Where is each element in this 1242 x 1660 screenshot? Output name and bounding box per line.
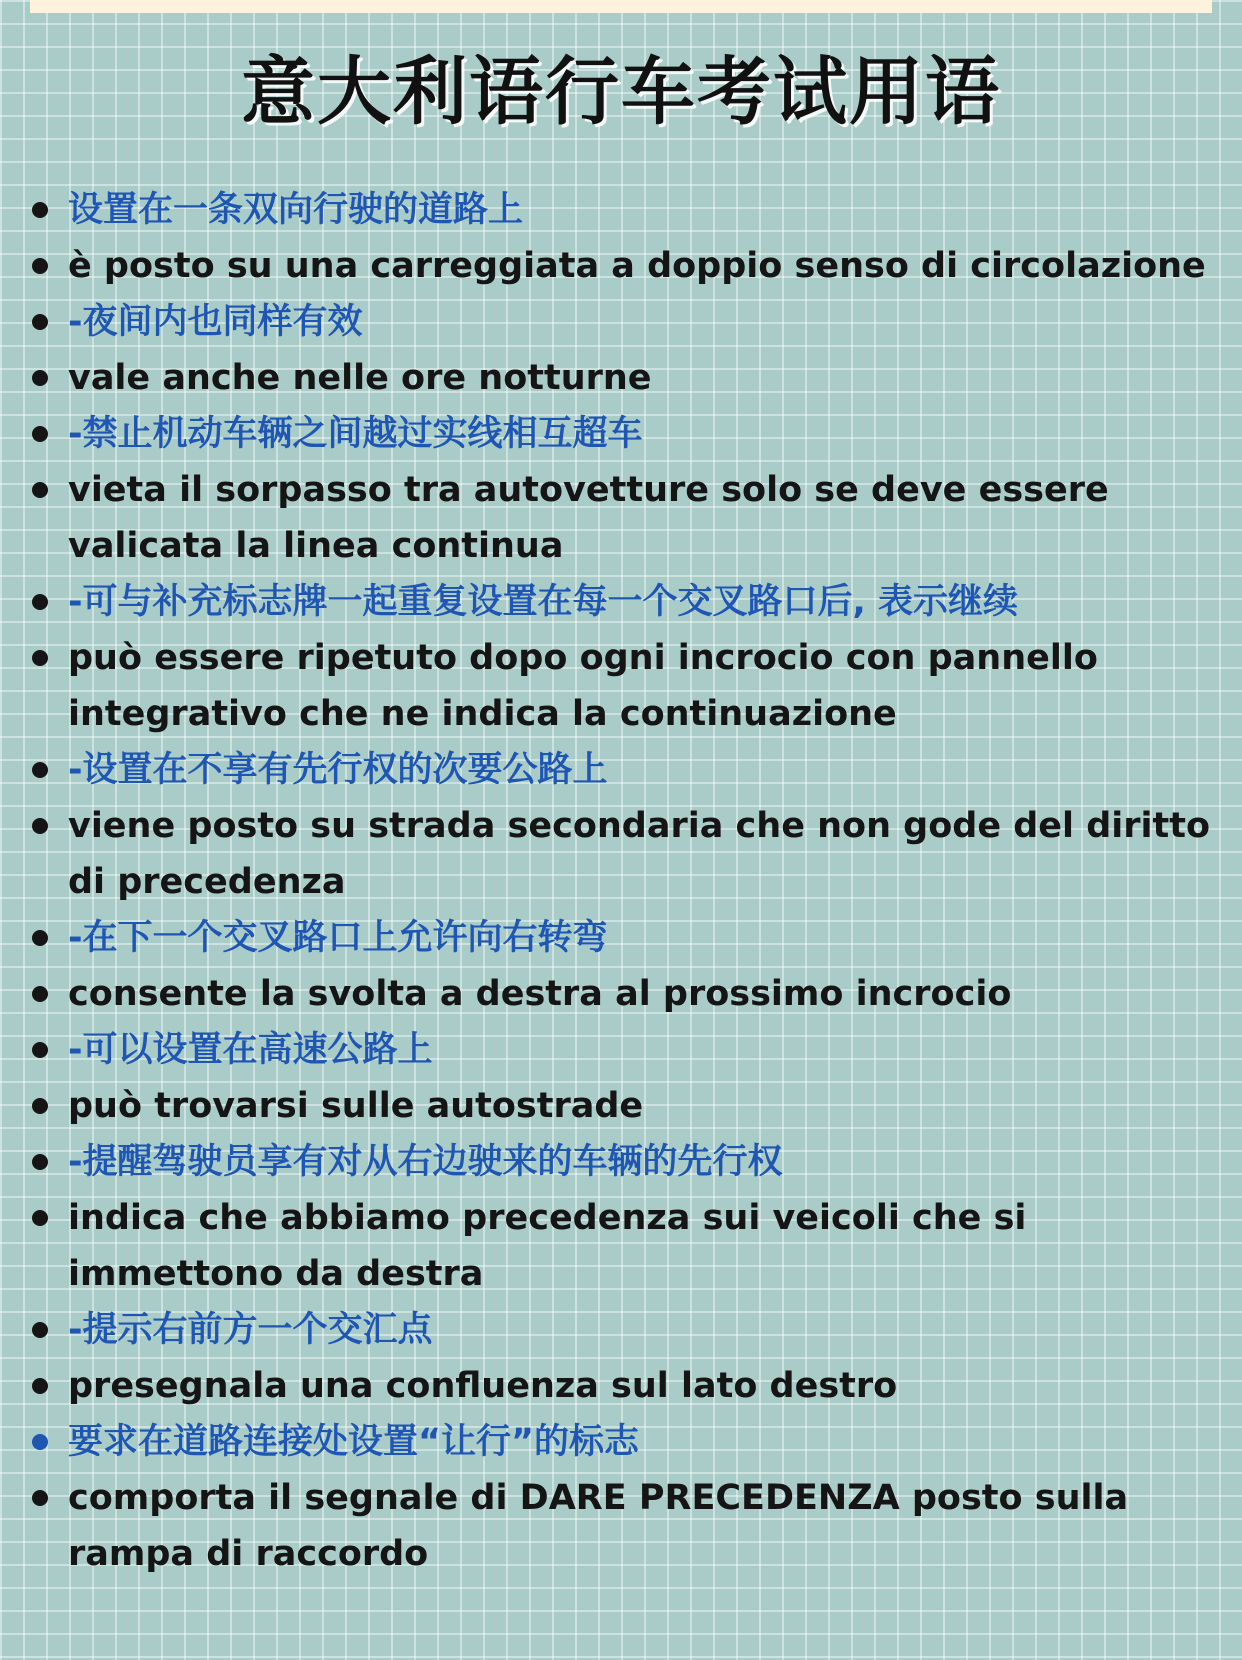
- bullet-icon: [32, 1098, 48, 1114]
- bullet-icon: [32, 594, 48, 610]
- bullet-icon: [32, 482, 48, 498]
- term-chinese: [0, 742, 1242, 798]
- term-text-line: valicata la linea continua: [68, 526, 564, 566]
- term-text-line: 要求在道路连接处设置“让行”的标志: [68, 1422, 640, 1462]
- bullet-icon: [32, 426, 48, 442]
- term-italian: [0, 1358, 1242, 1414]
- bullet-icon: [32, 314, 48, 330]
- term-italian: [0, 1190, 1242, 1302]
- term-chinese: [0, 1134, 1242, 1190]
- bullet-icon: [32, 930, 48, 946]
- term-chinese: [0, 1302, 1242, 1358]
- term-chinese: [0, 294, 1242, 350]
- term-text-line: comporta il segnale di DARE PRECEDENZA posto sulla: [68, 1478, 1129, 1518]
- term-italian: [0, 350, 1242, 406]
- term-italian: [0, 798, 1242, 910]
- term-italian: [0, 966, 1242, 1022]
- bullet-icon: [32, 370, 48, 386]
- top-strip: [30, 0, 1212, 13]
- term-text-line: viene posto su strada secondaria che non gode del diritto: [68, 806, 1211, 846]
- bullet-icon: [32, 1490, 48, 1506]
- bullet-icon: [32, 202, 48, 218]
- term-text-line: presegnala una confluenza sul lato destro: [68, 1366, 898, 1406]
- bullet-icon: [32, 986, 48, 1002]
- term-chinese: [0, 406, 1242, 462]
- bullet-icon: [32, 1042, 48, 1058]
- term-italian: [0, 630, 1242, 742]
- term-italian: [0, 462, 1242, 574]
- term-text-line: integrativo che ne indica la continuazione: [68, 694, 897, 734]
- bullet-icon: [32, 1322, 48, 1338]
- bullet-icon: [32, 818, 48, 834]
- term-text-line: consente la svolta a destra al prossimo incrocio: [68, 974, 1012, 1014]
- term-text-line: vale anche nelle ore notturne: [68, 358, 652, 398]
- bullet-icon: [32, 258, 48, 274]
- term-text-line: rampa di raccordo: [68, 1534, 429, 1574]
- term-chinese: [0, 1414, 1242, 1470]
- term-italian: [0, 1470, 1242, 1582]
- term-text-line: è posto su una carreggiata a doppio senso di circolazione: [68, 246, 1206, 286]
- term-text-line: può trovarsi sulle autostrade: [68, 1086, 644, 1126]
- bullet-icon: [32, 1154, 48, 1170]
- term-text-line: -在下一个交叉路口上允许向右转弯: [68, 918, 608, 958]
- term-italian: [0, 1078, 1242, 1134]
- term-list: [0, 182, 1242, 1582]
- term-chinese: [0, 574, 1242, 630]
- bullet-icon: [32, 762, 48, 778]
- term-text-line: -提示右前方一个交汇点: [68, 1310, 433, 1350]
- bullet-icon: [32, 650, 48, 666]
- term-text-line: -可与补充标志牌一起重复设置在每一个交叉路口后, 表示继续: [68, 582, 1019, 622]
- term-text-line: indica che abbiamo precedenza sui veicoli che si: [68, 1198, 1027, 1238]
- term-text-line: vieta il sorpasso tra autovetture solo se deve essere: [68, 470, 1109, 510]
- bullet-icon: [32, 1434, 48, 1450]
- term-chinese: [0, 1022, 1242, 1078]
- term-text-line: immettono da destra: [68, 1254, 484, 1294]
- term-chinese: [0, 182, 1242, 238]
- term-text-line: -可以设置在高速公路上: [68, 1030, 433, 1070]
- term-text-line: 设置在一条双向行驶的道路上: [68, 190, 524, 230]
- page-title: 意大利语行车考试用语: [241, 49, 1001, 135]
- term-text-line: di precedenza: [68, 862, 346, 902]
- bullet-icon: [32, 1210, 48, 1226]
- term-text-line: -提醒驾驶员享有对从右边驶来的车辆的先行权: [68, 1142, 783, 1182]
- term-chinese: [0, 910, 1242, 966]
- term-italian: [0, 238, 1242, 294]
- term-text-line: può essere ripetuto dopo ogni incrocio con pannello: [68, 638, 1098, 678]
- term-text-line: -夜间内也同样有效: [68, 302, 363, 342]
- term-text-line: -设置在不享有先行权的次要公路上: [68, 750, 608, 790]
- bullet-icon: [32, 1378, 48, 1394]
- term-text-line: -禁止机动车辆之间越过实线相互超车: [68, 414, 643, 454]
